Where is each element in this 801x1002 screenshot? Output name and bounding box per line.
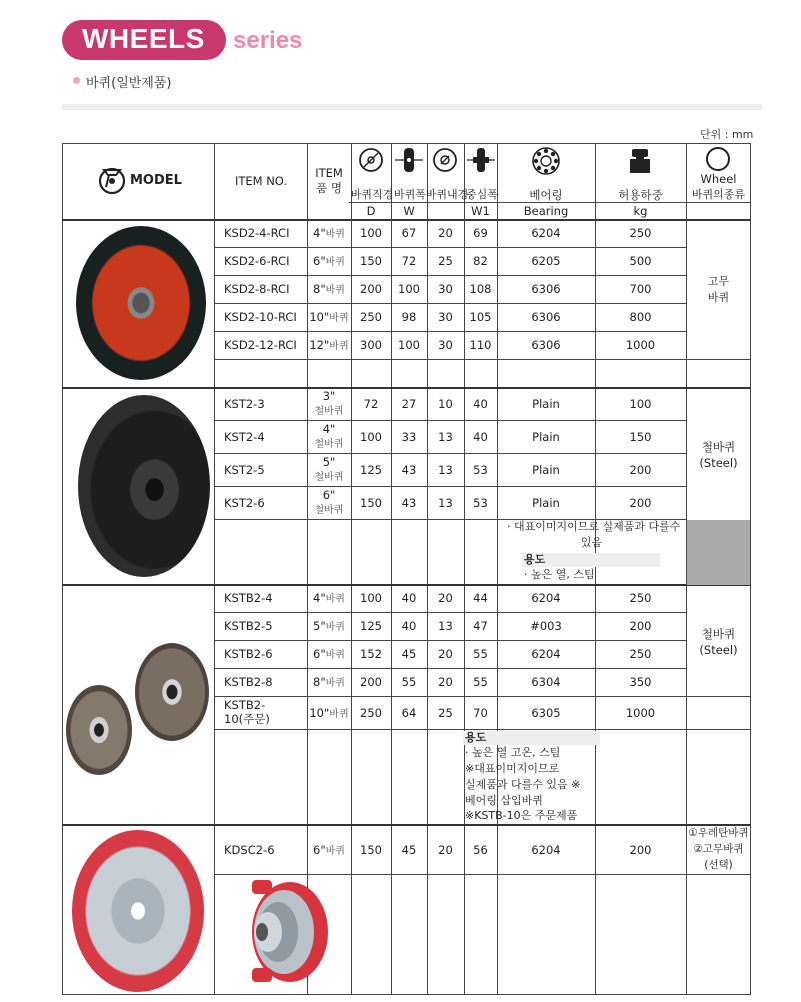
- ksd-type: 고무: [707, 275, 730, 288]
- diameter-icon: [358, 147, 384, 173]
- kstb-type: 철바퀴: [701, 627, 736, 641]
- row-inner: 13: [438, 496, 453, 510]
- table-rule: [62, 824, 751, 826]
- row-diameter: 100: [360, 430, 382, 444]
- row-bearing: 6205: [531, 254, 561, 268]
- kst-note-1: · 대표이미지이므로 실제품과 다를수: [507, 520, 681, 533]
- row-item-name: 5"바퀴: [313, 619, 345, 633]
- row-hub-width: 70: [473, 706, 488, 720]
- table-rule: [686, 729, 751, 730]
- row-diameter: 100: [360, 226, 382, 240]
- row-diameter: 150: [360, 254, 382, 268]
- row-load: 250: [629, 226, 652, 240]
- kdsc-type-1: ①우레탄바퀴: [688, 827, 749, 839]
- table-rule: [307, 144, 308, 995]
- kdsc-inner: 20: [438, 843, 453, 857]
- kstb-note-4: 베어링 삽입바퀴: [465, 794, 543, 807]
- row-hub-width: 55: [473, 647, 488, 661]
- row-width: 45: [401, 647, 417, 661]
- row-bearing: 6306: [531, 282, 561, 296]
- table-rule: [391, 144, 392, 995]
- row-item-no: KSD2-8-RCI: [224, 282, 290, 296]
- row-width: 40: [401, 591, 417, 605]
- unit-label: 단위 : mm: [700, 128, 754, 141]
- row-item-name: 4" 철바퀴: [314, 422, 344, 450]
- col-item-name-kr: 품 명: [316, 181, 342, 195]
- row-diameter: 72: [363, 397, 379, 411]
- table-rule: [686, 696, 751, 697]
- subtitle: 바퀴(일반제품): [86, 76, 172, 91]
- kst-use-text: · 높은 열, 스팀: [524, 568, 595, 581]
- row-item-name: 8"바퀴: [313, 282, 345, 296]
- row-item-no: KSD2-10-RCI: [224, 310, 297, 324]
- table-rule: [214, 359, 686, 360]
- load-weight-icon: [627, 147, 653, 175]
- table-rule: [214, 247, 686, 248]
- ksd-type-kr: 바퀴: [707, 291, 730, 304]
- col-width: 바퀴폭: [394, 188, 426, 201]
- caster-icon: [96, 163, 128, 195]
- inner-diameter-icon: [432, 147, 458, 173]
- row-width: 98: [401, 310, 417, 324]
- table-rule: [595, 144, 596, 995]
- row-hub-width: 110: [469, 338, 492, 352]
- table-rule: [214, 303, 686, 304]
- col-diameter-sym: D: [366, 204, 376, 218]
- row-hub-width: 82: [473, 254, 488, 268]
- row-hub-width: 40: [473, 397, 488, 411]
- page-title: WHEELS: [82, 23, 205, 54]
- row-inner: 30: [438, 338, 453, 352]
- urethane-wheel-image: [72, 830, 204, 992]
- kst-empty-cell: [687, 520, 750, 585]
- row-load: 250: [629, 647, 652, 661]
- col-bearing-en: Bearing: [523, 204, 569, 218]
- table-rule: [349, 202, 751, 203]
- title-suffix: series: [233, 27, 303, 54]
- row-width: 100: [398, 282, 420, 296]
- row-load: 250: [629, 591, 652, 605]
- table-rule: [214, 453, 686, 454]
- row-bearing: 6204: [531, 647, 561, 661]
- row-item-no: KST2-3: [224, 397, 265, 411]
- table-rule: [427, 144, 428, 995]
- row-diameter: 150: [360, 496, 382, 510]
- row-item-name: 3" 철바퀴: [314, 389, 344, 417]
- wheel-ring-icon: [705, 146, 731, 172]
- col-load-unit: kg: [633, 204, 648, 218]
- steel-wheel-image: [78, 395, 210, 577]
- row-width: 33: [401, 430, 417, 444]
- table-rule: [214, 640, 686, 641]
- row-bearing: Plain: [532, 463, 560, 477]
- row-hub-width: 53: [473, 463, 488, 477]
- row-load: 100: [629, 397, 652, 411]
- row-inner: 13: [438, 619, 453, 633]
- table-rule: [214, 668, 686, 669]
- kdsc-bearing: 6204: [531, 843, 561, 857]
- row-inner: 30: [438, 282, 453, 296]
- row-diameter: 200: [360, 282, 382, 296]
- row-bearing: 6306: [531, 310, 561, 324]
- row-item-name: 12"바퀴: [309, 338, 349, 352]
- row-item-no: KST2-6: [224, 496, 265, 510]
- row-item-name: 4"바퀴: [313, 226, 345, 240]
- row-width: 27: [401, 397, 417, 411]
- row-diameter: 100: [360, 591, 382, 605]
- kstb-type-en: (Steel): [699, 643, 738, 657]
- kdsc-w: 45: [401, 843, 417, 857]
- row-load: 1000: [625, 706, 656, 720]
- table-rule: [214, 612, 686, 613]
- row-hub-width: 69: [473, 226, 488, 240]
- kstb-note-5: ※KSTB-10은 주문제품: [465, 809, 578, 822]
- row-item-no: KSTB2-5: [224, 619, 273, 633]
- row-bearing: 6305: [531, 706, 561, 720]
- table-rule: [62, 584, 751, 586]
- rubber-wheel-image: [76, 226, 206, 380]
- bearing-icon: [531, 146, 561, 176]
- row-load: 200: [629, 463, 652, 477]
- kdsc-d: 150: [360, 843, 382, 857]
- col-item-no: ITEM NO.: [234, 174, 288, 188]
- kstb-note-2: ※대표이미지이므로: [465, 762, 560, 775]
- row-width: 43: [401, 463, 417, 477]
- row-bearing: 6304: [531, 675, 561, 689]
- row-item-name: 5" 철바퀴: [314, 455, 344, 483]
- kdsc-type-3: (선택): [704, 859, 733, 871]
- row-width: 67: [401, 226, 417, 240]
- row-inner: 20: [438, 226, 453, 240]
- urethane-wheel-cutaway-image: [226, 874, 334, 986]
- row-bearing: 6306: [531, 338, 561, 352]
- col-model: MODEL: [130, 173, 182, 188]
- row-bearing: 6204: [531, 226, 561, 240]
- row-item-name: 8"바퀴: [313, 675, 345, 689]
- row-width: 64: [401, 706, 417, 720]
- hub-width-icon: [466, 146, 496, 174]
- row-load: 200: [629, 619, 652, 633]
- col-bearing: 베어링: [529, 188, 563, 202]
- row-hub-width: 53: [473, 496, 488, 510]
- row-item-no: KSTB2-6: [224, 647, 273, 661]
- row-hub-width: 105: [469, 310, 492, 324]
- table-rule: [497, 144, 498, 995]
- row-load: 200: [629, 496, 652, 510]
- row-diameter: 125: [360, 463, 382, 477]
- col-inner: 바퀴내경: [425, 188, 469, 201]
- table-rule: [62, 219, 751, 221]
- kst-type-en: (Steel): [699, 456, 738, 470]
- kst-use-label: 용도: [524, 553, 546, 566]
- row-item-name: 6"바퀴: [313, 254, 345, 268]
- row-hub-width: 40: [473, 430, 488, 444]
- row-item-no: KSTB2-8: [224, 675, 273, 689]
- row-item-name: 6"바퀴: [313, 647, 345, 661]
- row-diameter: 200: [360, 675, 382, 689]
- row-load: 800: [629, 310, 652, 324]
- width-icon: [394, 146, 424, 174]
- row-hub-width: 55: [473, 675, 488, 689]
- row-width: 55: [401, 675, 417, 689]
- row-item-no: KST2-5: [224, 463, 265, 477]
- col-diameter: 바퀴직경: [350, 188, 394, 201]
- row-inner: 10: [438, 397, 453, 411]
- table-rule: [214, 486, 686, 487]
- row-item-name: 4"바퀴: [313, 591, 345, 605]
- col-wheel-type: Wheel: [700, 172, 737, 186]
- bullet-icon: [73, 77, 80, 84]
- row-inner: 13: [438, 430, 453, 444]
- row-diameter: 250: [360, 706, 382, 720]
- col-hub-sym: W1: [471, 204, 490, 218]
- row-load: 150: [629, 430, 652, 444]
- row-item-no: KSD2-12-RCI: [224, 338, 297, 352]
- row-item-no: KST2-4: [224, 430, 265, 444]
- row-inner: 30: [438, 310, 453, 324]
- row-width: 43: [401, 496, 417, 510]
- row-diameter: 250: [360, 310, 382, 324]
- row-bearing: Plain: [532, 430, 560, 444]
- row-load: 500: [629, 254, 652, 268]
- row-inner: 25: [438, 254, 453, 268]
- row-hub-width: 44: [473, 591, 488, 605]
- divider: [62, 104, 762, 110]
- kdsc-w1: 56: [473, 843, 488, 857]
- kdsc-type-2: ②고무바퀴: [693, 843, 744, 855]
- kst-note-2: 있음: [580, 536, 603, 549]
- kst-type: 철바퀴: [701, 440, 736, 454]
- row-inner: 25: [438, 706, 453, 720]
- table-rule: [214, 331, 686, 332]
- row-inner: 20: [438, 675, 453, 689]
- row-inner: 20: [438, 647, 453, 661]
- row-bearing: Plain: [532, 496, 560, 510]
- row-bearing: Plain: [532, 397, 560, 411]
- row-item-no: KSTB2-4: [224, 591, 273, 605]
- kstb-note-1: · 높은 열 고온, 스팀: [465, 746, 561, 759]
- row-bearing: 6204: [531, 591, 561, 605]
- table-rule: [686, 359, 751, 360]
- col-wheel-type-kr: 바퀴의종류: [691, 188, 746, 201]
- steel-bearing-wheel-large-image: [135, 643, 209, 741]
- row-width: 100: [398, 338, 420, 352]
- row-diameter: 300: [360, 338, 382, 352]
- table-rule: [464, 144, 465, 995]
- row-item-no: KSD2-6-RCI: [224, 254, 290, 268]
- col-load: 허용하중: [618, 188, 663, 202]
- col-width-sym: W: [403, 204, 415, 218]
- row-inner: 20: [438, 591, 453, 605]
- table-rule: [62, 387, 751, 389]
- table-rule: [214, 696, 686, 697]
- row-bearing: #003: [530, 619, 562, 633]
- row-inner: 13: [438, 463, 453, 477]
- row-item-name: 10"바퀴: [309, 706, 349, 720]
- row-item-no: KSD2-4-RCI: [224, 226, 290, 240]
- row-hub-width: 47: [473, 619, 488, 633]
- row-load: 350: [629, 675, 652, 689]
- row-diameter: 152: [360, 647, 382, 661]
- table-rule: [351, 144, 352, 995]
- kdsc-item: KDSC2-6: [224, 843, 275, 857]
- table-rule: [214, 144, 215, 995]
- kstb-use-label: 용도: [465, 731, 487, 744]
- row-item-name: 6" 철바퀴: [314, 488, 344, 516]
- row-load: 1000: [625, 338, 656, 352]
- kstb-note-3: 실제품과 다를수 있음 ※: [465, 778, 581, 791]
- row-item-name: 10"바퀴: [309, 310, 349, 324]
- row-diameter: 125: [360, 619, 382, 633]
- table-rule: [214, 420, 686, 421]
- row-item-no: KSTB2- 10(주문): [224, 698, 270, 726]
- table-rule: [214, 729, 686, 730]
- row-hub-width: 108: [469, 282, 492, 296]
- table-rule: [214, 275, 686, 276]
- steel-bearing-wheel-small-image: [66, 685, 132, 775]
- row-width: 40: [401, 619, 417, 633]
- kdsc-load: 200: [629, 843, 652, 857]
- col-item-name: ITEM: [315, 166, 343, 180]
- row-load: 700: [629, 282, 652, 296]
- row-width: 72: [401, 254, 417, 268]
- kdsc-name: 6"바퀴: [313, 843, 345, 857]
- col-hub: 중심폭: [466, 188, 498, 201]
